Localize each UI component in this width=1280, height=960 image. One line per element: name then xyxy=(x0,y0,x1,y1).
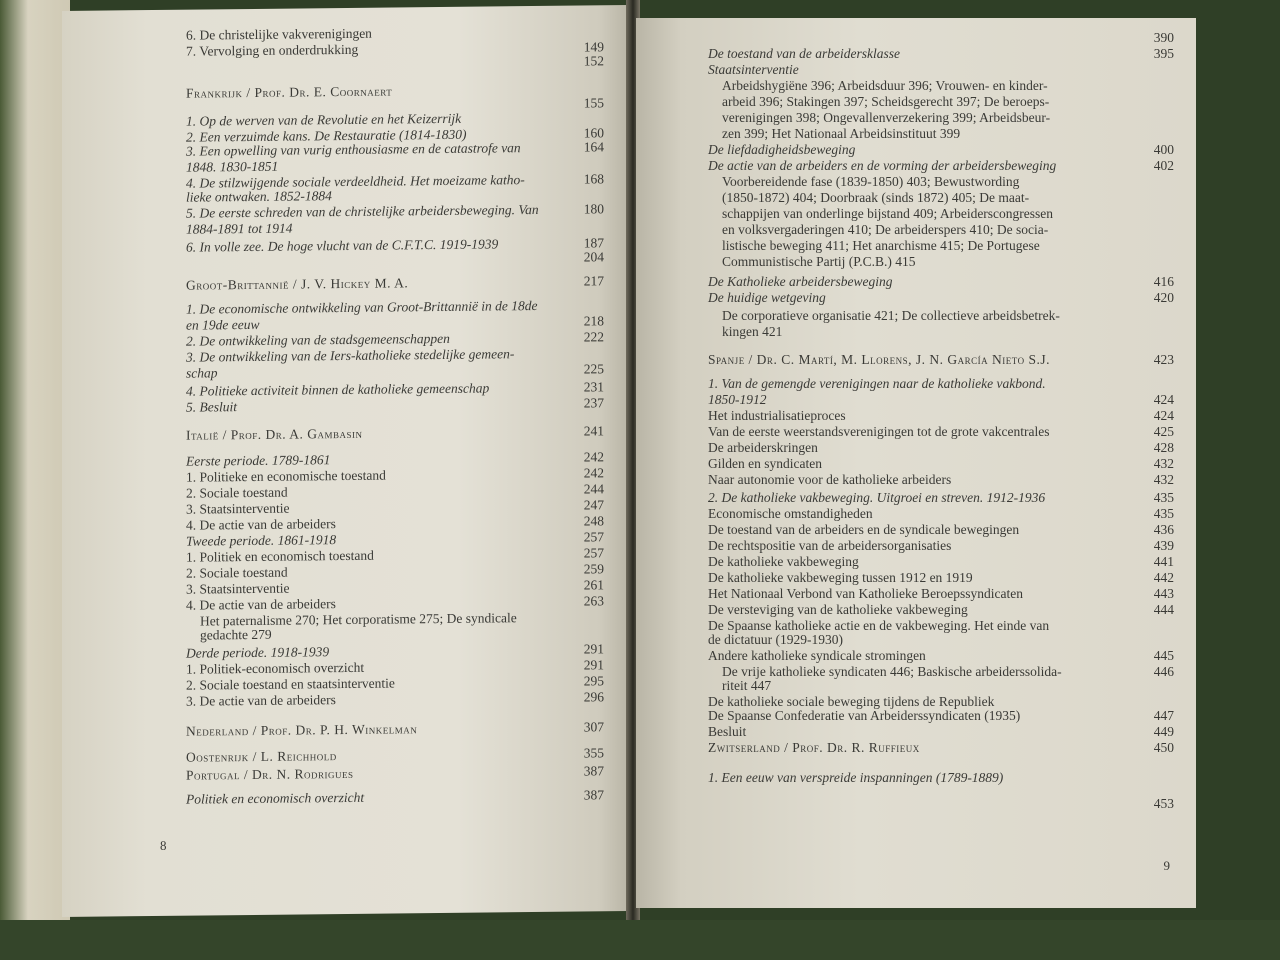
page-number: 424 xyxy=(1153,408,1174,423)
page-number: 242 xyxy=(583,449,604,465)
toc-entry xyxy=(62,235,628,255)
entry-title: Het industrialisatieproces xyxy=(708,408,846,423)
entry-title: 2. De katholieke vakbeweging. Uitgroei en streven. 1912-1936 xyxy=(708,490,1046,505)
entry-title: Gilden en syndicaten xyxy=(708,456,822,471)
page-number: 453 xyxy=(1153,796,1174,811)
toc-entry xyxy=(62,109,628,129)
entry-title: Andere katholieke syndicale stromingen xyxy=(708,648,926,663)
entry-title: Van de eerste weerstandsverenigingen tot de grote vakcentrales xyxy=(708,424,1050,439)
page-number: 441 xyxy=(1153,554,1174,569)
entry-title: 2. Sociale toestand xyxy=(186,564,288,581)
entry-title: De arbeiderskringen xyxy=(708,440,818,455)
page-number: 155 xyxy=(583,95,604,111)
page-number: 450 xyxy=(1153,740,1174,755)
page-number: 395 xyxy=(1153,46,1174,61)
page-number: 423 xyxy=(1153,352,1174,367)
entry-title: en volksvergaderingen 410; De arbeiderspers 410; De socia- xyxy=(722,222,1049,237)
page-number: 387 xyxy=(583,763,604,779)
toc-entry xyxy=(62,171,628,191)
section-heading-text: Groot-Brittannië / J. V. Hickey M. A. xyxy=(186,275,409,293)
entry-title: Tweede periode. 1861-1918 xyxy=(186,532,337,549)
page-number: 355 xyxy=(583,745,604,761)
page-number: 432 xyxy=(1153,472,1174,487)
background-cloth xyxy=(0,920,1280,960)
page-number: 435 xyxy=(1153,506,1174,521)
page-number: 149 xyxy=(583,39,604,55)
page-number: 402 xyxy=(1153,158,1174,173)
entry-title: 3. De ontwikkeling van de Iers-katholieke stedelijke gemeen- xyxy=(186,346,515,365)
entry-title: 1. Politiek-economisch overzicht xyxy=(186,659,365,677)
page-number: 257 xyxy=(583,529,604,545)
section-heading-text: Portugal / Dr. N. Rodrigues xyxy=(186,765,354,783)
left-page-folio: 8 xyxy=(160,837,167,853)
entry-title: 1. Politiek en economisch toestand xyxy=(186,547,374,565)
page-number: 449 xyxy=(1153,724,1174,739)
page-number: 420 xyxy=(1153,290,1174,305)
page-number: 416 xyxy=(1153,274,1174,289)
entry-title: 4. Politieke activiteit binnen de katholieke gemeenschap xyxy=(186,380,490,399)
entry-title: schappijen van onderlinge bijstand 409; Arbeiderscongressen xyxy=(722,206,1054,221)
page-number: 425 xyxy=(1153,424,1174,439)
entry-title: 1. De economische ontwikkeling van Groot-Brittannië in de 18de xyxy=(186,297,538,317)
page-number: 436 xyxy=(1153,522,1174,537)
entry-title: 6. In volle zee. De hoge vlucht van de C.F.T.C. 1919-1939 xyxy=(186,236,499,255)
entry-title: De actie van de arbeiders en de vorming der arbeidersbeweging xyxy=(708,158,1057,173)
entry-title: verenigingen 398; Ongevallenverzekering 399; Arbeidsbeur- xyxy=(722,110,1051,125)
toc-entry xyxy=(62,609,628,629)
entry-title: Voorbereidende fase (1839-1850) 403; Bewustwording xyxy=(722,174,1020,189)
section-heading-text: Spanje / Dr. C. Martí, M. Llorens, J. N. García Nieto S.J. xyxy=(708,352,1051,367)
page-number: 218 xyxy=(583,313,604,329)
toc-entry xyxy=(62,23,628,43)
page-number: 248 xyxy=(583,513,604,529)
toc-section-heading xyxy=(62,81,628,101)
page-number: 217 xyxy=(583,273,604,289)
entry-title: en 19de eeuw xyxy=(186,316,260,333)
entry-title: De toestand van de arbeiders en de syndicale bewegingen xyxy=(708,522,1020,537)
entry-title: 4. De actie van de arbeiders xyxy=(186,516,336,533)
page-number: 160 xyxy=(583,125,604,141)
page-number: 447 xyxy=(1153,708,1174,723)
entry-title: 7. Vervolging en onderdrukking xyxy=(186,41,359,59)
page-number: 291 xyxy=(583,641,604,657)
entry-title: 4. De stilzwijgende sociale verdeeldheid. Het moeizame katho- xyxy=(186,172,525,191)
entry-title: Het paternalisme 270; Het corporatisme 275; De syndicale xyxy=(200,610,517,629)
page-number: 242 xyxy=(583,465,604,481)
page-number: 259 xyxy=(583,561,604,577)
entry-title: 2. Sociale toestand en staatsinterventie xyxy=(186,675,395,693)
page-number: 204 xyxy=(583,249,604,265)
page-number: 428 xyxy=(1153,440,1174,455)
entry-title: kingen 421 xyxy=(722,324,783,339)
page-number: 435 xyxy=(1153,490,1174,505)
entry-title: De Spaanse Confederatie van Arbeiderssyndicaten (1935) xyxy=(708,708,1021,723)
page-number: 291 xyxy=(583,657,604,673)
entry-title: De huidige wetgeving xyxy=(708,290,826,305)
page-number: 222 xyxy=(583,329,604,345)
entry-title: De rechtspositie van de arbeidersorganisaties xyxy=(708,538,952,553)
toc-entry xyxy=(62,593,628,613)
page-number: 168 xyxy=(583,171,604,187)
entry-title: De toestand van de arbeidersklasse xyxy=(708,46,900,61)
page-number: 180 xyxy=(583,201,604,217)
toc-entry xyxy=(62,657,628,677)
entry-title: de dictatuur (1929-1930) xyxy=(708,632,843,647)
page-number: 295 xyxy=(583,673,604,689)
section-heading-text: Zwitserland / Prof. Dr. R. Ruffieux xyxy=(708,740,920,755)
page-number: 439 xyxy=(1153,538,1174,553)
toc-entry xyxy=(62,297,628,317)
section-heading-text: Oostenrijk / L. Reichhold xyxy=(186,748,337,765)
entry-title: (1850-1872) 404; Doorbraak (sinds 1872) 405; De maat- xyxy=(722,190,1030,205)
page-number: 152 xyxy=(583,53,604,69)
toc-section-heading xyxy=(62,273,628,293)
entry-title: Besluit xyxy=(708,724,747,739)
toc-entry xyxy=(62,787,628,807)
toc-section-heading xyxy=(62,423,628,443)
page-number: 247 xyxy=(583,497,604,513)
entry-title: 1850-1912 xyxy=(708,392,767,407)
entry-title: Economische omstandigheden xyxy=(708,506,873,521)
entry-title: Arbeidshygiëne 396; Arbeidsduur 396; Vrouwen- en kinder- xyxy=(722,78,1048,93)
entry-title: Politiek en economisch overzicht xyxy=(186,789,365,807)
page-number: 257 xyxy=(583,545,604,561)
entry-title: Staatsinterventie xyxy=(708,62,799,77)
page-number: 442 xyxy=(1153,570,1174,585)
page-number: 446 xyxy=(1153,664,1174,679)
page-number: 296 xyxy=(583,689,604,705)
entry-title: Communistische Partij (P.C.B.) 415 xyxy=(722,254,916,269)
section-heading-text: Italië / Prof. Dr. A. Gambasin xyxy=(186,425,363,443)
book-edge-background xyxy=(0,0,70,960)
left-page xyxy=(62,5,628,917)
entry-title: lieke ontwaken. 1852-1884 xyxy=(186,188,332,205)
page-number: 444 xyxy=(1153,602,1174,617)
entry-title: De Spaanse katholieke actie en de vakbeweging. Het einde van xyxy=(708,618,1050,633)
entry-title: riteit 447 xyxy=(722,678,772,693)
page-number: 390 xyxy=(1153,30,1174,45)
entry-title: 3. Staatsinterventie xyxy=(186,580,290,597)
entry-title: De versteviging van de katholieke vakbeweging xyxy=(708,602,968,617)
page-number: 237 xyxy=(583,395,604,411)
entry-title: zen 399; Het Nationaal Arbeidsinstituut 399 xyxy=(722,126,961,141)
toc-entry xyxy=(62,449,628,469)
entry-title: 1884-1891 tot 1914 xyxy=(186,220,293,237)
entry-title: 1. Op de werven van de Revolutie en het Keizerrijk xyxy=(186,110,462,129)
entry-title: 2. Sociale toestand xyxy=(186,484,288,501)
entry-title: 5. Besluit xyxy=(186,399,237,415)
page-number: 307 xyxy=(583,719,604,735)
toc-entry xyxy=(62,577,628,597)
entry-title: gedachte 279 xyxy=(200,626,272,643)
entry-title: 4. De actie van de arbeiders xyxy=(186,596,336,613)
page-number: 187 xyxy=(583,235,604,251)
entry-title: De katholieke vakbeweging tussen 1912 en 1919 xyxy=(708,570,973,585)
entry-title: Het Nationaal Verbond van Katholieke Beroepssyndicaten xyxy=(708,586,1024,601)
toc-entry xyxy=(62,641,628,661)
right-page-folio: 9 xyxy=(1163,858,1170,873)
entry-title: 2. Een verzuimde kans. De Restauratie (1814-1830) xyxy=(186,126,467,145)
entry-title: 1. Van de gemengde verenigingen naar de katholieke vakbond. xyxy=(708,376,1046,391)
toc-entry xyxy=(62,201,628,221)
entry-title: 2. De ontwikkeling van de stadsgemeenschappen xyxy=(186,330,450,349)
entry-title: schap xyxy=(186,365,218,381)
entry-title: 1. Politieke en economische toestand xyxy=(186,467,386,485)
page-number: 400 xyxy=(1153,142,1174,157)
section-heading-text: Nederland / Prof. Dr. P. H. Winkelman xyxy=(186,721,418,739)
toc-section-heading xyxy=(62,719,628,739)
entry-title: De katholieke vakbeweging xyxy=(708,554,859,569)
entry-title: 3. De actie van de arbeiders xyxy=(186,692,336,709)
page-number: 261 xyxy=(583,577,604,593)
page-number: 244 xyxy=(583,481,604,497)
page-number: 424 xyxy=(1153,392,1174,407)
toc-entry xyxy=(62,513,628,533)
toc-section-heading xyxy=(62,745,628,765)
entry-title: De liefdadigheidsbeweging xyxy=(708,142,856,157)
entry-title: 1848. 1830-1851 xyxy=(186,158,279,175)
page-number: 164 xyxy=(583,139,604,155)
entry-title: De vrije katholieke syndicaten 446; Baskische arbeiderssolida- xyxy=(722,664,1062,679)
entry-title: De Katholieke arbeidersbeweging xyxy=(708,274,893,289)
page-number: 231 xyxy=(583,379,604,395)
page-number: 225 xyxy=(583,361,604,377)
section-heading-text: Frankrijk / Prof. Dr. E. Coornaert xyxy=(186,83,393,101)
entry-title: 1. Een eeuw van verspreide inspanningen (1789-1889) xyxy=(708,770,1004,785)
entry-title: De katholieke sociale beweging tijdens de Republiek xyxy=(708,694,995,709)
right-page xyxy=(636,18,1196,908)
entry-title: Naar autonomie voor de katholieke arbeiders xyxy=(708,472,952,487)
entry-title: listische beweging 411; Het anarchisme 415; De Portugese xyxy=(722,238,1040,253)
page-number: 445 xyxy=(1153,648,1174,663)
page-number: 263 xyxy=(583,593,604,609)
entry-title: De corporatieve organisatie 421; De collectieve arbeidsbetrek- xyxy=(722,308,1060,323)
toc-entry xyxy=(62,329,628,349)
toc-entry xyxy=(62,379,628,399)
page-number: 241 xyxy=(583,423,604,439)
toc-entry xyxy=(62,545,628,565)
entry-title: 3. Staatsinterventie xyxy=(186,500,290,517)
page-number: 432 xyxy=(1153,456,1174,471)
toc-entry xyxy=(62,465,628,485)
entry-title: 5. De eerste schreden van de christelijke arbeidersbeweging. Van xyxy=(186,201,539,221)
toc-section-heading xyxy=(62,763,628,783)
page-number: 387 xyxy=(583,787,604,803)
toc-entry xyxy=(62,497,628,517)
entry-title: Derde periode. 1918-1939 xyxy=(186,644,330,661)
toc-entry xyxy=(62,529,628,549)
entry-title: 3. Een opwelling van vurig enthousiasme en de catastrofe van xyxy=(186,140,521,159)
page-number: 443 xyxy=(1153,586,1174,601)
entry-title: Eerste periode. 1789-1861 xyxy=(186,452,331,469)
entry-title: 6. De christelijke vakverenigingen xyxy=(186,25,372,43)
entry-title: arbeid 396; Stakingen 397; Scheidsgerecht 397; De beroeps- xyxy=(722,94,1050,109)
